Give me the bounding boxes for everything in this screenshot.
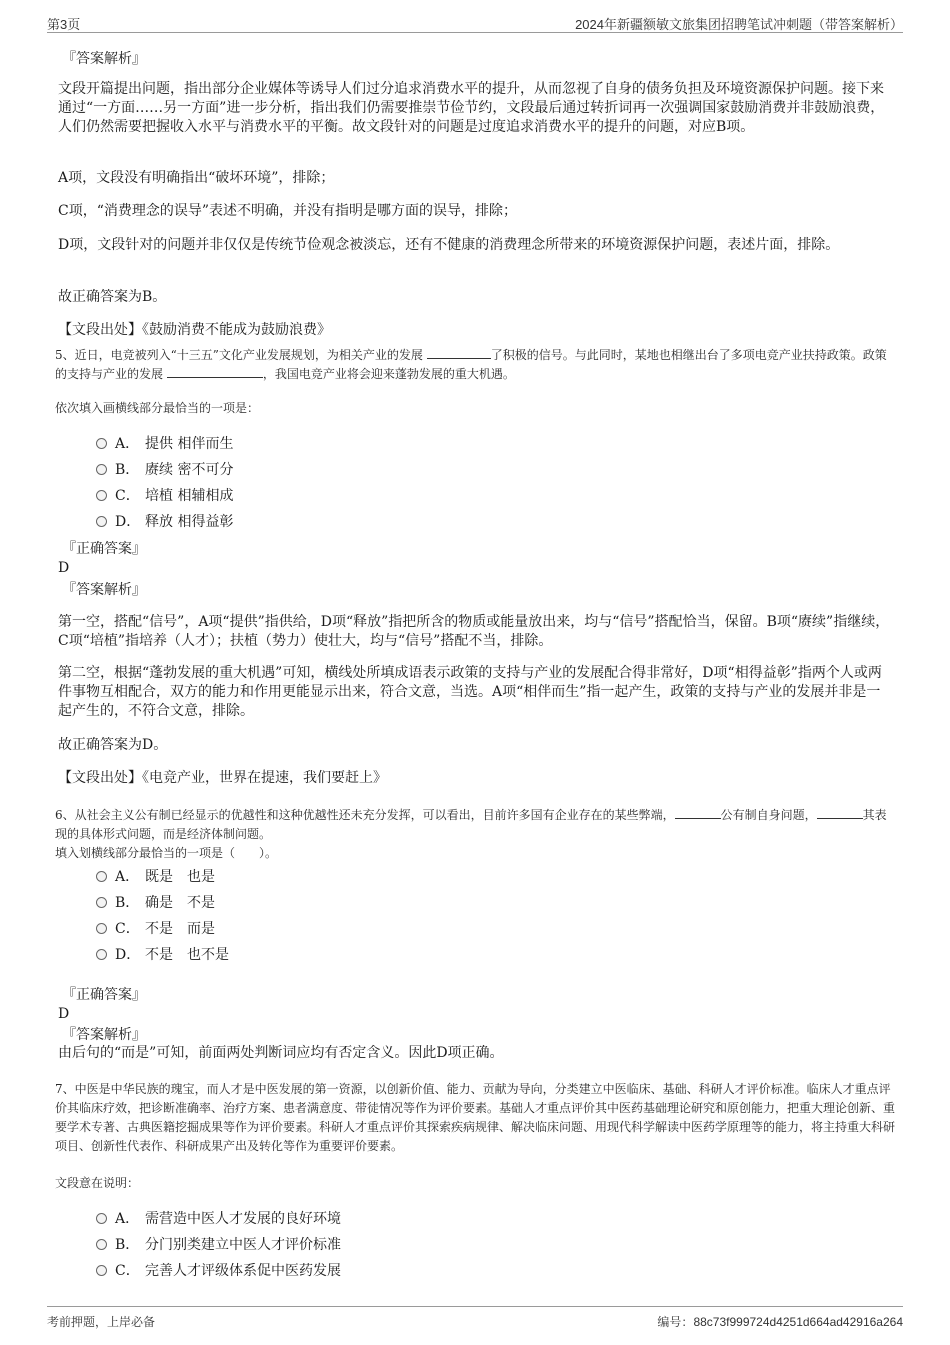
option-word-1: 不是	[145, 921, 173, 937]
q6-correct-answer: D	[58, 1006, 70, 1022]
option-letter: A．	[115, 1211, 140, 1227]
q5-stem	[55, 346, 895, 384]
option-text: 赓续 密不可分	[145, 462, 234, 478]
q5-stem-part1: 5、近日，电竞被列入“十三五”文化产业发展规划，为相关产业的发展	[55, 348, 423, 362]
q5-blank-2	[167, 365, 263, 378]
q7-option-a[interactable]	[96, 1209, 341, 1229]
radio-icon[interactable]	[96, 949, 107, 960]
footer-slogan: 考前押题，上岸必备	[47, 1315, 156, 1329]
q6-option-d[interactable]	[96, 945, 229, 965]
radio-icon[interactable]	[96, 923, 107, 934]
radio-icon[interactable]	[96, 438, 107, 449]
q5-prompt: 依次填入画横线部分最恰当的一项是：	[55, 401, 260, 415]
q7-option-b[interactable]	[96, 1235, 341, 1255]
radio-icon[interactable]	[96, 1265, 107, 1276]
q6-option-a[interactable]	[96, 867, 215, 887]
option-letter: A．	[115, 436, 140, 452]
radio-icon[interactable]	[96, 897, 107, 908]
q6-stem-part3: 其表现的具体形式问题，而是经济体制问题。	[55, 808, 887, 841]
q5-analysis-para1: 第一空，搭配“信号”，A项“提供”指供给，D项“释放”指把所含的物质或能量放出来，均与“信号”搭配恰当，保留。B项“赓续”指继续，C项“培植”指培养（人才）；扶植（势力）使壮大，均与“信号”搭配不当，排除。	[58, 614, 890, 649]
footer-code	[657, 1313, 903, 1330]
q6-blank-2	[817, 806, 863, 819]
q5-source: 【文段出处】《电竞产业，世界在提速，我们要赶上》	[58, 770, 387, 786]
q6-prompt: 填入划横线部分最恰当的一项是（ ）。	[55, 846, 278, 860]
q6-blank-1	[675, 806, 721, 819]
option-text: 提供 相伴而生	[145, 436, 234, 452]
q6-stem-part1: 6、从社会主义公有制已经显示的优越性和这种优越性还未充分发挥，可以看出，目前许多国有企业存在的某些弊端，	[55, 808, 675, 822]
q5-option-d[interactable]	[96, 512, 233, 532]
option-word-2: 也不是	[187, 947, 229, 963]
option-text: 分门别类建立中医人才评价标准	[145, 1237, 341, 1253]
q6-stem-part2: 公有制自身问题，	[720, 808, 817, 822]
radio-icon[interactable]	[96, 464, 107, 475]
q4-note-d: D项，文段针对的问题并非仅仅是传统节俭观念被淡忘，还有不健康的消费理念所带来的环境资源保护问题，表述片面，排除。	[58, 237, 840, 253]
option-word-2: 而是	[187, 921, 215, 937]
q6-option-b[interactable]	[96, 893, 215, 913]
option-word-2: 不是	[187, 895, 215, 911]
q7-stem: 7、中医是中华民族的瑰宝，而人才是中医发展的第一资源，以创新价值、能力、贡献为导向，分类建立中医临床、基础、科研人才评价标准。临床人才重点评价其临床疗效，把诊断准确率、治疗方案、患者满意度、带徒情况等作为评价要素。基础人才重点评价其中医药基础理论研究和原创能力，把重大理论创新、重要学术专著、古典医籍挖掘成果等作为评价要素。科研人才重点评价其探索疾病规律、解决临床问题、用现代科学解读中医药学原理等的能力，将主持重大科研项目、创新性代表作、科研成果产出及转化等作为重要评价要素。	[55, 1082, 896, 1153]
option-word-2: 也是	[187, 869, 215, 885]
q5-option-b[interactable]	[96, 460, 233, 480]
option-letter: D．	[115, 514, 141, 530]
option-letter: C．	[115, 921, 140, 937]
option-letter: C．	[115, 1263, 140, 1279]
q4-note-a: A项，文段没有明确指出“破坏环境”，排除；	[58, 170, 335, 186]
option-word-1: 不是	[145, 947, 173, 963]
footer-code-value: 88c73f999724d4251d664ad42916a264	[693, 1315, 903, 1329]
q6-analysis-label: 『答案解析』	[62, 1027, 146, 1043]
q5-stem-part3: ，我国电竞产业将会迎来蓬勃发展的重大机遇。	[262, 367, 515, 381]
option-text: 释放 相得益彰	[145, 514, 234, 530]
page-header	[47, 12, 903, 33]
q5-stem-part2: 了积极的信号。与此同时，某地也相继出台了多项电竞产业扶持政策。政策的支持与产业的发展	[55, 348, 887, 381]
option-letter: C．	[115, 488, 140, 504]
q5-correct-answer: D	[58, 560, 70, 576]
q7-prompt: 文段意在说明：	[55, 1176, 140, 1190]
q7-option-c[interactable]	[96, 1261, 341, 1281]
option-letter: B．	[115, 1237, 140, 1253]
page-footer	[47, 1306, 903, 1329]
option-letter: A．	[115, 869, 140, 885]
document-title: 2024年新疆额敏文旅集团招聘笔试冲刺题（带答案解析）	[575, 17, 903, 32]
option-word-1: 确是	[145, 895, 173, 911]
option-letter: B．	[115, 895, 140, 911]
q5-conclusion: 故正确答案为D。	[58, 737, 168, 753]
q6-analysis: 由后句的“而是”可知，前面两处判断词应均有否定含义。因此D项正确。	[58, 1045, 504, 1061]
q6-correct-label: 『正确答案』	[62, 987, 146, 1003]
option-text: 完善人才评级体系促中医药发展	[145, 1263, 341, 1279]
radio-icon[interactable]	[96, 871, 107, 882]
q4-conclusion: 故正确答案为B。	[58, 289, 167, 305]
q4-analysis-paragraph: 文段开篇提出问题，指出部分企业媒体等诱导人们过分追求消费水平的提升，从而忽视了自身的债务负担及环境资源保护问题。接下来通过“一方面……另一方面”进一步分析，指出我们仍需要推崇节俭节约，文段最后通过转折词再一次强调国家鼓励消费并非鼓励浪费，人们仍然需要把握收入水平与消费水平的平衡。故文段针对的问题是过度追求消费水平的提升的问题，对应B项。	[58, 81, 885, 135]
q5-analysis-label: 『答案解析』	[62, 582, 146, 598]
q5-option-c[interactable]	[96, 486, 233, 506]
q5-option-a[interactable]	[96, 434, 233, 454]
q5-analysis-para2: 第二空，根据“蓬勃发展的重大机遇”可知，横线处所填成语表示政策的支持与产业的发展配合得非常好，D项“相得益彰”指两个人或两件事物互相配合，双方的能力和作用更能显示出来，符合文意，当选。A项“相伴而生”指一起产生，政策的支持与产业的发展并非是一起产生的，不符合文意，排除。	[58, 665, 882, 719]
radio-icon[interactable]	[96, 516, 107, 527]
q6-stem	[55, 806, 895, 844]
radio-icon[interactable]	[96, 490, 107, 501]
option-letter: D．	[115, 947, 141, 963]
q6-option-c[interactable]	[96, 919, 215, 939]
q4-analysis-label: 『答案解析』	[62, 51, 146, 67]
page-number: 第3页	[47, 17, 81, 32]
footer-code-label: 编号：	[657, 1315, 694, 1329]
q5-blank-1	[427, 346, 491, 359]
q5-correct-label: 『正确答案』	[62, 541, 146, 557]
option-text: 需营造中医人才发展的良好环境	[145, 1211, 341, 1227]
radio-icon[interactable]	[96, 1213, 107, 1224]
q4-source: 【文段出处】《鼓励消费不能成为鼓励浪费》	[58, 322, 331, 338]
option-text: 培植 相辅相成	[145, 488, 234, 504]
option-word-1: 既是	[145, 869, 173, 885]
radio-icon[interactable]	[96, 1239, 107, 1250]
option-letter: B．	[115, 462, 140, 478]
q4-note-c: C项，“消费理念的误导”表述不明确，并没有指明是哪方面的误导，排除；	[58, 203, 518, 219]
